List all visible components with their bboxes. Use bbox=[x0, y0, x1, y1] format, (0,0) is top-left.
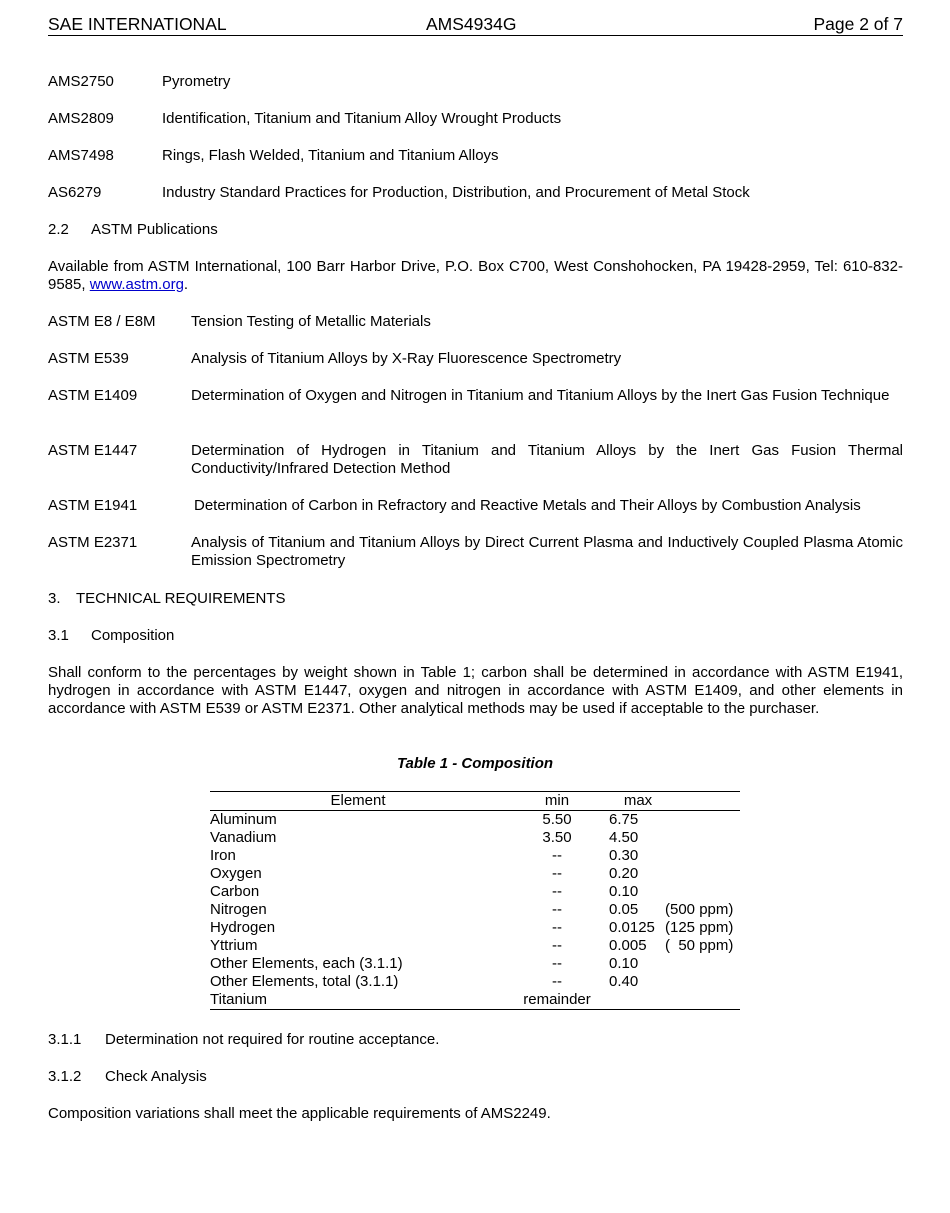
table-cell-element: Carbon bbox=[210, 883, 260, 900]
reference-code: AMS2809 bbox=[48, 110, 114, 127]
section-number: 3.1 bbox=[48, 627, 69, 644]
table-header-element: Element bbox=[330, 792, 386, 809]
table-cell-ppm: (500 ppm) bbox=[665, 901, 734, 918]
table-cell-min: -- bbox=[552, 955, 562, 972]
table-caption: Table 1 - Composition bbox=[396, 755, 554, 772]
section-title: Check Analysis bbox=[105, 1068, 207, 1085]
table-cell-max: 0.0125 bbox=[609, 919, 655, 936]
table-cell-element: Other Elements, each (3.1.1) bbox=[210, 955, 403, 972]
reference-code: ASTM E1941 bbox=[48, 497, 138, 514]
table-row bbox=[210, 883, 740, 901]
reference-title: Determination of Carbon in Refractory and Reactive Metals and Their Alloys by Combustion Analysis bbox=[194, 497, 861, 514]
table-row bbox=[210, 937, 740, 955]
reference-code: AMS7498 bbox=[48, 147, 114, 164]
check-analysis-paragraph: Composition variations shall meet the applicable requirements of AMS2249. bbox=[48, 1105, 551, 1122]
reference-code: ASTM E2371 bbox=[48, 534, 138, 551]
table-cell-element: Other Elements, total (3.1.1) bbox=[210, 973, 399, 990]
reference-code: ASTM E1447 bbox=[48, 442, 138, 459]
reference-title: Industry Standard Practices for Production, Distribution, and Procurement of Metal Stock bbox=[162, 184, 750, 201]
table-cell-min: 5.50 bbox=[542, 811, 572, 828]
reference-title: Determination of Hydrogen in Titanium and Titanium Alloys by the Inert Gas Fusion Thermal Conductivity/Infrared Detection Method bbox=[191, 442, 903, 477]
section-number: 3.1.1 bbox=[48, 1031, 82, 1048]
section-heading-3 bbox=[48, 590, 285, 608]
composition-paragraph: Shall conform to the percentages by weight shown in Table 1; carbon shall be determined in accordance with ASTM E1941, hydrogen in accordance with ASTM E1447, oxygen and nitrogen in accordance with ASTM E1409, and other elements in accordance with ASTM E539 or ASTM E2371. Other analytical methods may be used if acceptable to the purchaser. bbox=[48, 664, 903, 717]
section-title: TECHNICAL REQUIREMENTS bbox=[76, 590, 286, 607]
section-heading-2-2 bbox=[48, 221, 218, 239]
reference-code: ASTM E1409 bbox=[48, 387, 138, 404]
header-page-number: Page 2 of 7 bbox=[813, 14, 903, 34]
section-3-1-1 bbox=[48, 1031, 439, 1049]
section-number: 3. bbox=[48, 590, 61, 607]
section-number: 2.2 bbox=[48, 221, 69, 238]
table-cell-max: 0.40 bbox=[609, 973, 639, 990]
table-cell-element: Titanium bbox=[210, 991, 267, 1008]
header-org: SAE INTERNATIONAL bbox=[48, 14, 227, 34]
table-cell-max: 0.10 bbox=[609, 955, 639, 972]
table-row bbox=[210, 919, 740, 937]
astm-website-link[interactable]: www.astm.org bbox=[89, 276, 184, 293]
table-row bbox=[210, 991, 740, 1009]
table-cell-max: 0.30 bbox=[609, 847, 639, 864]
table-row bbox=[210, 829, 740, 847]
astm-availability-paragraph bbox=[48, 258, 903, 294]
reference-title: Rings, Flash Welded, Titanium and Titanium Alloys bbox=[162, 147, 499, 164]
table-row bbox=[210, 955, 740, 973]
table-cell-min: -- bbox=[552, 937, 562, 954]
table-cell-min: 3.50 bbox=[542, 829, 572, 846]
table-cell-min: -- bbox=[552, 847, 562, 864]
section-number: 3.1.2 bbox=[48, 1068, 82, 1085]
availability-end: . bbox=[183, 276, 189, 293]
table-row bbox=[210, 811, 740, 829]
table-cell-max: 4.50 bbox=[609, 829, 639, 846]
section-title: Composition bbox=[91, 627, 175, 644]
reference-title: Determination of Oxygen and Nitrogen in Titanium and Titanium Alloys by the Inert Gas Fusion Technique bbox=[191, 387, 890, 404]
table-cell-max: 0.05 bbox=[609, 901, 639, 918]
reference-code: ASTM E539 bbox=[48, 350, 129, 367]
section-heading-3-1 bbox=[48, 627, 174, 645]
table-cell-max: 0.20 bbox=[609, 865, 639, 882]
table-cell-element: Yttrium bbox=[210, 937, 258, 954]
page-header bbox=[48, 13, 903, 36]
table-cell-element: Oxygen bbox=[210, 865, 262, 882]
reference-code: AMS2750 bbox=[48, 73, 114, 90]
reference-code: AS6279 bbox=[48, 184, 102, 201]
table-cell-min: remainder bbox=[523, 991, 591, 1008]
table-cell-min: -- bbox=[552, 973, 562, 990]
table-cell-element: Vanadium bbox=[210, 829, 277, 846]
availability-text: Available from ASTM International, 100 Barr Harbor Drive, P.O. Box C700, West Conshohocken, PA 19428-2959, Tel: 610-832-9585, bbox=[48, 258, 903, 293]
reference-title: Pyrometry bbox=[162, 73, 231, 90]
table-cell-ppm: ( 50 ppm) bbox=[665, 937, 734, 954]
table-cell-min: -- bbox=[552, 883, 562, 900]
section-heading-3-1-2 bbox=[48, 1068, 207, 1086]
table-cell-element: Aluminum bbox=[210, 811, 277, 828]
reference-title: Analysis of Titanium and Titanium Alloys by Direct Current Plasma and Inductively Coupled Plasma Atomic Emission Spectrometry bbox=[191, 534, 903, 569]
table-cell-max: 0.005 bbox=[609, 937, 647, 954]
table-header-max: max bbox=[623, 792, 653, 809]
table-cell-element: Hydrogen bbox=[210, 919, 276, 936]
reference-code: ASTM E8 / E8M bbox=[48, 313, 156, 330]
table-bottom-rule bbox=[210, 1009, 740, 1010]
table-cell-max: 6.75 bbox=[609, 811, 639, 828]
table-cell-min: -- bbox=[552, 901, 562, 918]
reference-title: Analysis of Titanium Alloys by X-Ray Fluorescence Spectrometry bbox=[191, 350, 622, 367]
reference-title: Tension Testing of Metallic Materials bbox=[191, 313, 431, 330]
table-cell-element: Nitrogen bbox=[210, 901, 267, 918]
reference-title: Identification, Titanium and Titanium Alloy Wrought Products bbox=[162, 110, 562, 127]
table-cell-max: 0.10 bbox=[609, 883, 639, 900]
section-text: Determination not required for routine acceptance. bbox=[105, 1031, 440, 1048]
table-row bbox=[210, 847, 740, 865]
table-row bbox=[210, 865, 740, 883]
table-row bbox=[210, 901, 740, 919]
table-cell-min: -- bbox=[552, 865, 562, 882]
header-doc-number: AMS4934G bbox=[426, 14, 517, 34]
table-header-min: min bbox=[544, 792, 570, 809]
table-cell-ppm: (125 ppm) bbox=[665, 919, 734, 936]
table-cell-element: Iron bbox=[210, 847, 236, 864]
table-row bbox=[210, 973, 740, 991]
section-title: ASTM Publications bbox=[91, 221, 218, 238]
table-cell-min: -- bbox=[552, 919, 562, 936]
